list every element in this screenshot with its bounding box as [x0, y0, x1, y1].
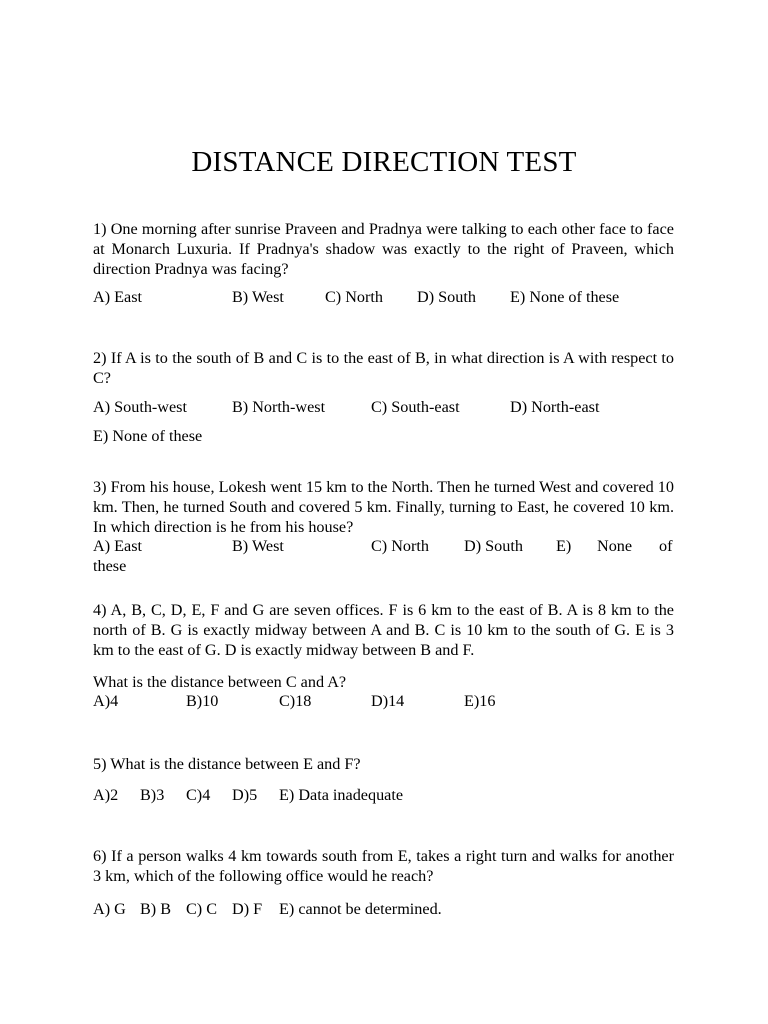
- question-4-text: 4) A, B, C, D, E, F and G are seven offices. F is 6 km to the east of B. A is 8 km to the north of B. G is exactly midway between A and B. C is 10 km to the south of G. E is 3 km to the east of G. D is exactly midway between B and F.: [93, 601, 674, 659]
- option-a: A) G: [93, 900, 126, 918]
- option-d: D) South: [417, 288, 476, 306]
- option-c: C) C: [186, 900, 218, 918]
- option-e-word-3: these: [93, 557, 127, 575]
- option-e-word-2: of: [659, 537, 673, 555]
- option-a: A)4: [93, 692, 119, 710]
- question-2-text: 2) If A is to the south of B and C is to the east of B, in what direction is A with respect to C?: [93, 349, 674, 387]
- option-e: E) Data inadequate: [279, 786, 404, 804]
- option-c: C) North: [371, 537, 429, 555]
- option-e: E) cannot be determined.: [279, 900, 442, 918]
- option-c: C) South-east: [371, 398, 460, 416]
- option-e: E)16: [464, 692, 496, 710]
- option-b: B) West: [232, 288, 284, 306]
- question-1-text: 1) One morning after sunrise Praveen and Pradnya were talking to each other face to face at Monarch Luxuria. If Pradnya's shadow was exactly to the right of Praveen, which direction Pradnya was facing?: [93, 220, 674, 278]
- option-b: B) B: [140, 900, 172, 918]
- option-e: E): [556, 537, 572, 555]
- option-c: C)4: [186, 786, 211, 804]
- option-b: B)10: [186, 692, 219, 710]
- option-c: C)18: [279, 692, 312, 710]
- option-d: D)14: [371, 692, 405, 710]
- option-c: C) North: [325, 288, 383, 306]
- option-d: D)5: [232, 786, 258, 804]
- option-b: B)3: [140, 786, 165, 804]
- question-5-text: 5) What is the distance between E and F?: [93, 755, 361, 773]
- option-b: B) North-west: [232, 398, 326, 416]
- option-e: E) None of these: [510, 288, 620, 306]
- option-d: D) North-east: [510, 398, 600, 416]
- option-e-word-1: None: [597, 537, 633, 555]
- question-6-text: 6) If a person walks 4 km towards south from E, takes a right turn and walks for another 3 km, which of the following office would he reach?: [93, 847, 674, 885]
- option-b: B) West: [232, 537, 284, 555]
- option-a: A) East: [93, 288, 142, 306]
- option-a: A) South-west: [93, 398, 187, 416]
- option-e: E) None of these: [93, 427, 203, 445]
- question-3-text: 3) From his house, Lokesh went 15 km to the North. Then he turned West and covered 10 km. Then, he turned South and covered 5 km. Finally, turning to East, he covered 10 km. In which direction is he from his house?: [93, 478, 674, 536]
- option-d: D) South: [464, 537, 523, 555]
- option-a: A)2: [93, 786, 119, 804]
- page-title: DISTANCE DIRECTION TEST: [191, 146, 577, 178]
- option-a: A) East: [93, 537, 142, 555]
- question-4-subquestion: What is the distance between C and A?: [93, 673, 347, 691]
- option-d: D) F: [232, 900, 263, 918]
